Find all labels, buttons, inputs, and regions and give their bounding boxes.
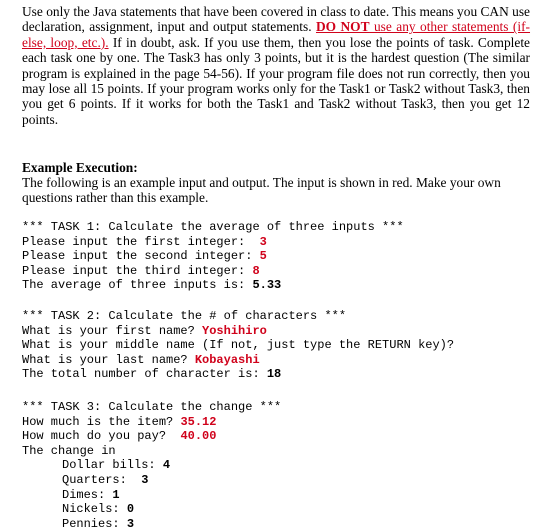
task2-input-first-name: Yoshihiro (202, 323, 267, 338)
task1-input-first: 3 (259, 234, 267, 249)
task2-input-last-name: Kobayashi (194, 352, 260, 367)
task1-line (22, 249, 404, 264)
task3-header: *** TASK 3: Calculate the change *** (22, 400, 282, 414)
task3-change-label: The change in (22, 443, 116, 458)
quarters-label: Quarters: (62, 472, 142, 487)
task1-header: *** TASK 1: Calculate the average of three inputs *** (22, 220, 404, 234)
dollar-bills-value: 4 (162, 458, 171, 473)
task3-line (22, 429, 281, 444)
task1-block (22, 220, 404, 293)
task3-input-item: 35.12 (180, 414, 217, 429)
task1-prompt-first: Please input the first integer: (22, 234, 260, 249)
task1-average-value: 5.33 (252, 278, 282, 293)
task2-line (22, 324, 454, 339)
instructions-paragraph (22, 4, 530, 127)
task1-input-second: 5 (259, 249, 267, 264)
quarters-value: 3 (141, 472, 149, 487)
task3-line (22, 415, 281, 430)
task3-block (22, 400, 281, 531)
task2-prompt-last-name: What is your last name? (22, 352, 195, 367)
pennies-label: Pennies: (62, 516, 127, 531)
task3-line (22, 473, 281, 488)
task1-line (22, 235, 404, 250)
dollar-bills-label: Dollar bills: (62, 458, 163, 473)
task1-prompt-second: Please input the second integer: (22, 249, 260, 264)
pennies-value: 3 (126, 516, 135, 531)
task3-prompt-pay: How much do you pay? (22, 429, 181, 444)
task2-total-label: The total number of character is: (22, 367, 267, 382)
do-not-warning: DO NOT (315, 19, 370, 35)
document-page (22, 4, 531, 531)
dimes-label: Dimes: (62, 487, 113, 502)
task1-line (22, 264, 404, 279)
task2-header: *** TASK 2: Calculate the # of characters *** (22, 309, 347, 323)
intro-text-1: Use only the Java statements that have been covered in class to date. This means you CAN use declaration, assignment, input and output statements. (22, 4, 530, 35)
intro-text-3: If in doubt, ask. If you use them, then you lose the points of task. Complete each task one by one. The Task3 has only 3 points, but it is the hardest question (The similar program is explained in the page 54-56). If your program file does not run correctly, then you may lose all 15 points. If your program works only for the Task1 or Task2 without Task3, then you get 6 points. If it works for both the Task1 and Task2 without Task3, then you get 12 points. (22, 34, 530, 127)
example-heading: Example Execution: (22, 160, 138, 175)
task1-average-label: The average of three inputs is: (22, 278, 253, 293)
task2-total-value: 18 (266, 367, 282, 382)
task1-input-third: 8 (252, 263, 260, 278)
task2-block (22, 309, 454, 382)
example-description: The following is an example input and output. The input is shown in red. Make your own questions rather than this example. (22, 175, 501, 206)
nickels-value: 0 (126, 502, 135, 517)
task2-line (22, 367, 454, 382)
task3-line (22, 488, 281, 503)
task3-line (22, 458, 281, 473)
task3-line (22, 517, 281, 531)
other-statements-warning: use any other statements (if-else, loop, etc.). (22, 19, 531, 50)
nickels-label: Nickels: (62, 502, 127, 517)
task2-prompt-first-name: What is your first name? (22, 323, 203, 338)
task1-line (22, 278, 404, 293)
dimes-value: 1 (112, 487, 120, 502)
task2-prompt-middle-name: What is your middle name (If not, just type the RETURN key)? (22, 338, 455, 353)
task2-line (22, 353, 454, 368)
task3-input-pay: 40.00 (180, 429, 217, 444)
task3-prompt-item: How much is the item? (22, 414, 181, 429)
task2-line (22, 338, 454, 353)
task1-prompt-third: Please input the third integer: (22, 263, 253, 278)
task3-line (22, 502, 281, 517)
